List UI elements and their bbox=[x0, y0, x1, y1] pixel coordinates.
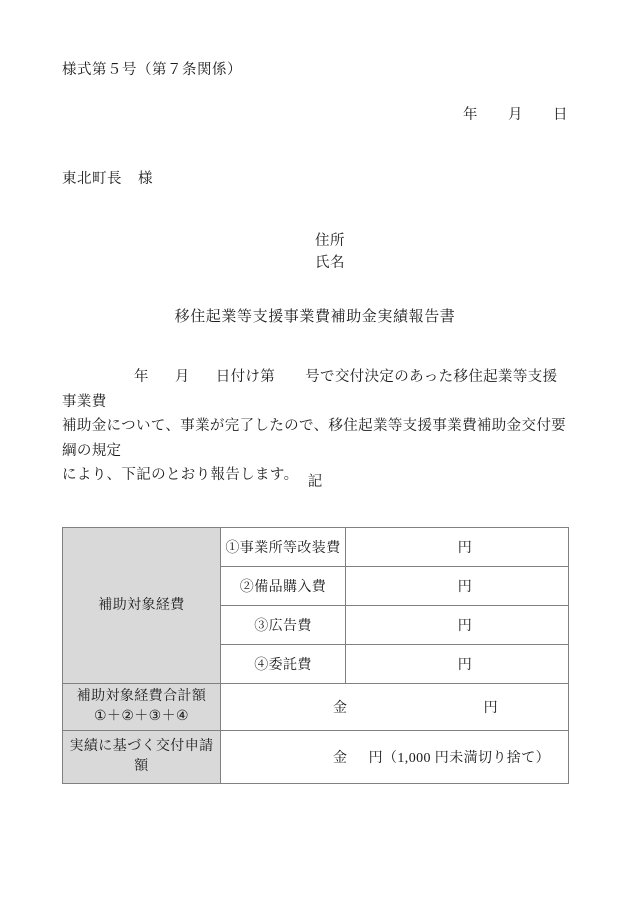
expense-table bbox=[62, 527, 569, 784]
body-line-2: 補助金について、事業が完了したので、移住起業等支援事業費補助金交付要綱の規定 bbox=[62, 418, 567, 459]
subtotal-yen-unit: 円 bbox=[483, 701, 498, 716]
body-day-label: 日付け第 bbox=[215, 369, 276, 385]
expense-item-3: ③広告費 bbox=[221, 606, 346, 645]
addressee-recipient: 東北町長 bbox=[62, 171, 122, 187]
yen-unit-2: 円 bbox=[457, 580, 473, 595]
table-row bbox=[63, 731, 569, 784]
final-money-prefix: 金 bbox=[333, 751, 348, 766]
body-number-text: 号で交付決定のあった移住起業等支援事業費 bbox=[62, 369, 558, 410]
yen-unit-4: 円 bbox=[457, 658, 473, 673]
date-line bbox=[463, 103, 568, 124]
subtotal-label-cell bbox=[63, 684, 221, 731]
page-title: 移住起業等支援事業費補助金実績報告書 bbox=[174, 309, 456, 325]
body-year-label: 年 bbox=[134, 369, 149, 385]
table-row bbox=[63, 684, 569, 731]
expense-amount-4[interactable] bbox=[346, 645, 569, 684]
expense-amount-3[interactable] bbox=[346, 606, 569, 645]
addressee bbox=[62, 167, 153, 188]
date-month-label: 月 bbox=[508, 107, 523, 123]
subtotal-amount-cell[interactable] bbox=[221, 684, 569, 731]
yen-unit-3: 円 bbox=[457, 619, 473, 634]
expense-amount-2[interactable] bbox=[346, 567, 569, 606]
body-month-label: 月 bbox=[174, 369, 190, 385]
date-day-label: 日 bbox=[553, 107, 568, 123]
ki-marker: 記 bbox=[307, 474, 323, 490]
expense-item-2: ②備品購入費 bbox=[221, 567, 346, 606]
expense-item-1: ①事業所等改装費 bbox=[221, 528, 346, 567]
date-year-label: 年 bbox=[463, 107, 478, 123]
applicant-name-label: 氏名 bbox=[315, 255, 345, 271]
table-row bbox=[63, 528, 569, 567]
body-line-3: により、下記のとおり報告します。 bbox=[62, 467, 299, 483]
form-number: 様式第５号（第７条関係） bbox=[62, 62, 242, 78]
yen-unit-1: 円 bbox=[457, 541, 473, 556]
applicant-block bbox=[315, 230, 345, 274]
addressee-honorific: 様 bbox=[138, 171, 153, 187]
final-label-cell: 実績に基づく交付申請額 bbox=[63, 731, 221, 784]
subtotal-money-prefix: 金 bbox=[333, 701, 348, 716]
group-header-cell: 補助対象経費 bbox=[63, 528, 221, 684]
subtotal-label-line2: ①＋②＋③＋④ bbox=[93, 709, 189, 724]
final-amount-cell[interactable] bbox=[221, 731, 569, 784]
expense-amount-1[interactable] bbox=[346, 528, 569, 567]
final-yen-unit: 円（1,000 円未満切り捨て） bbox=[368, 751, 550, 766]
expense-table-container bbox=[62, 527, 568, 784]
subtotal-label-line1: 補助対象経費合計額 bbox=[76, 689, 207, 704]
expense-item-4: ④委託費 bbox=[221, 645, 346, 684]
applicant-address-label: 住所 bbox=[315, 233, 345, 249]
